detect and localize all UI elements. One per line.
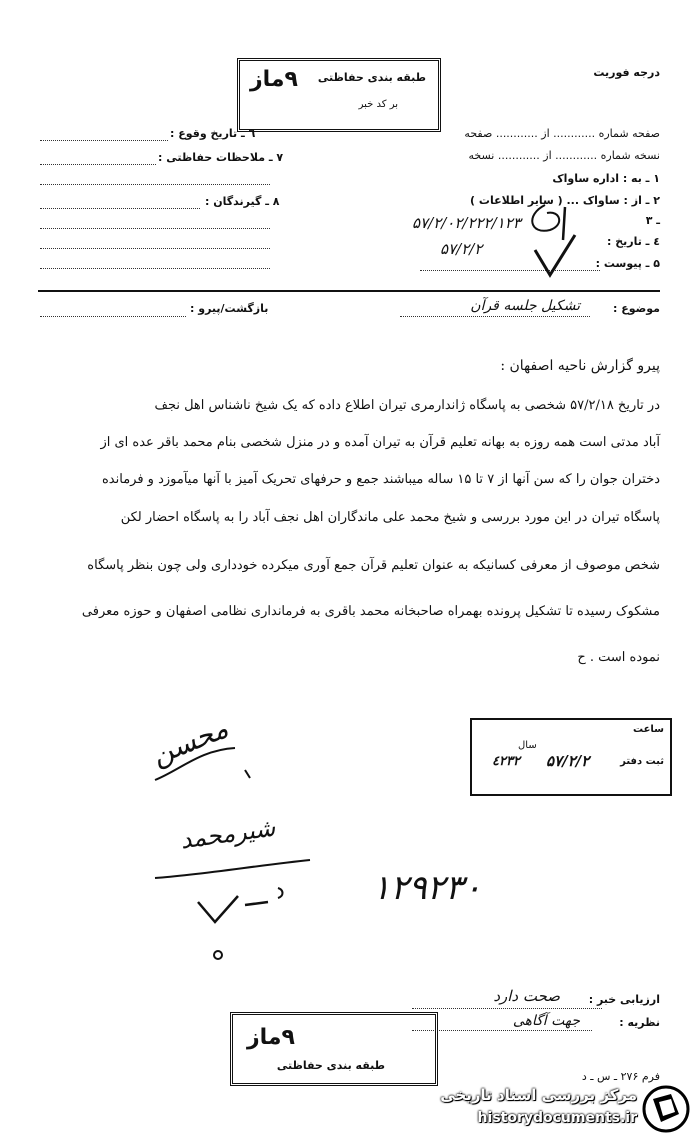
dotted-line bbox=[40, 248, 270, 249]
field-date: ٤ ـ تاریخ : bbox=[606, 235, 660, 248]
handwritten-initials bbox=[180, 880, 290, 965]
report-line: مشکوک رسیده تا تشکیل پرونده بهمراه صاحبخانه محمد باقری به فرمانداری نظامی اصفهان و حوزه معرفی bbox=[81, 604, 660, 619]
field-security-notes: ۷ ـ ملاحظات حفاظتی : bbox=[158, 151, 284, 164]
registration-stamp-year: سال bbox=[518, 740, 537, 751]
opinion-value: جهت آگاهی bbox=[512, 1013, 580, 1029]
field-copy-number: نسخه شماره ............ از ............ نسخه bbox=[468, 149, 660, 162]
field-number-label: ۳ ـ bbox=[645, 214, 660, 227]
registration-stamp-line: ثبت دفتر bbox=[620, 756, 664, 767]
registration-stamp-date: ۵۷/۲/۲ bbox=[546, 752, 590, 770]
report-line: شخص موصوف از معرفی کسانیکه به عنوان تعلیم قرآن جمع آوری میکرده خودداری ولی چون بنظر پاسگاه bbox=[87, 558, 660, 573]
dotted-line bbox=[40, 316, 186, 317]
reference-label: بازگشت/پیرو : bbox=[190, 302, 269, 315]
archive-logo-icon bbox=[641, 1084, 691, 1134]
registration-stamp-top: ساعت bbox=[632, 724, 664, 735]
stamp-line1: طبقه بندی حفاظتی bbox=[317, 71, 426, 84]
top-classification-stamp bbox=[237, 58, 441, 132]
signature-1: محسن bbox=[146, 711, 233, 772]
report-line: دختران جوان را که سن آنها از ۷ تا ۱۵ ساله میباشند جمع و حرفهای تحریک آمیز با آنها میآموزد و فرمانده bbox=[101, 472, 660, 487]
dotted-line bbox=[412, 1008, 602, 1009]
handwritten-mark bbox=[505, 195, 595, 280]
form-number: فرم ۲۷۶ ـ س ـ د bbox=[581, 1070, 660, 1083]
field-page-number: صفحه شماره ............ از ............ صفحه bbox=[464, 127, 660, 140]
signature-2: شیرمحمد bbox=[178, 813, 277, 855]
report-line: در تاریخ ۵۷/۲/۱۸ شخصی به پاسگاه ژاندارمری تیران اطلاع داده که یک شیخ ناشناس اهل نجف bbox=[154, 398, 660, 413]
field-to: ۱ ـ به : اداره ساواک bbox=[552, 172, 660, 185]
bottom-stamp-caption: طبقه بندی حفاظتی bbox=[276, 1059, 385, 1072]
dotted-line bbox=[40, 228, 270, 229]
field-recipients: ٨ ـ گیرندگان : bbox=[205, 195, 280, 208]
watermark-title: مرکز بررسی اسناد تاریخی bbox=[440, 1086, 637, 1104]
priority-label: درجه فوریت bbox=[593, 66, 660, 79]
field-attachment: ۵ ـ پیوست : bbox=[595, 257, 660, 270]
stamp-line2: بر کد خبر bbox=[358, 99, 398, 110]
dotted-line bbox=[40, 184, 270, 185]
bottom-stamp-number: ۹ماز bbox=[247, 1025, 295, 1050]
dotted-line bbox=[40, 268, 270, 269]
registration-stamp bbox=[470, 718, 672, 796]
subject-label: موضوع : bbox=[613, 302, 660, 315]
report-line: نموده است . ح bbox=[577, 650, 660, 665]
subject-value: تشکیل جلسه قرآن bbox=[470, 298, 580, 314]
watermark-url: historydocuments.ir bbox=[477, 1110, 637, 1126]
dotted-line bbox=[40, 140, 168, 141]
evaluation-label: ارزیابی خبر : bbox=[588, 993, 660, 1006]
dotted-line bbox=[400, 316, 590, 317]
stamp-number: ۹ماز bbox=[250, 67, 298, 92]
dotted-line bbox=[40, 164, 156, 165]
report-line: آباد مدتی است همه روزه به بهانه تعلیم قرآن به تیران آمده و در منزل شخصی بنام محمد باقر عده ای از bbox=[100, 435, 660, 450]
signature-1-stroke bbox=[150, 740, 260, 790]
header-divider bbox=[38, 290, 660, 292]
dotted-line bbox=[40, 208, 200, 209]
watermark bbox=[415, 1080, 695, 1140]
field-number-value: ۵۷/۲/۰۲/۲۲۲/۱۲۳ bbox=[412, 214, 521, 232]
field-from: ۲ ـ از : ساواک ... ( سایر اطلاعات ) bbox=[470, 194, 660, 207]
opinion-label: نظریه : bbox=[619, 1016, 660, 1029]
evaluation-value: صحت دارد bbox=[493, 987, 560, 1005]
bottom-classification-stamp bbox=[230, 1012, 438, 1086]
handwritten-number: ۱۲۹۲۳۰ bbox=[372, 868, 482, 908]
field-date-of-occurrence: ٦ ـ تاریخ وقوع : bbox=[170, 127, 256, 140]
registration-stamp-number: ٤٢٣٢ bbox=[492, 754, 520, 769]
report-heading: پیرو گزارش ناحیه اصفهان : bbox=[500, 358, 660, 374]
field-date-value: ۵۷/۲/۲ bbox=[440, 240, 483, 258]
report-line: پاسگاه تیران در این مورد بررسی و شیخ محمد علی ماندگاران اهل نجف آباد را به پاسگاه احضار لکن bbox=[120, 510, 660, 525]
dotted-line bbox=[412, 1030, 592, 1031]
